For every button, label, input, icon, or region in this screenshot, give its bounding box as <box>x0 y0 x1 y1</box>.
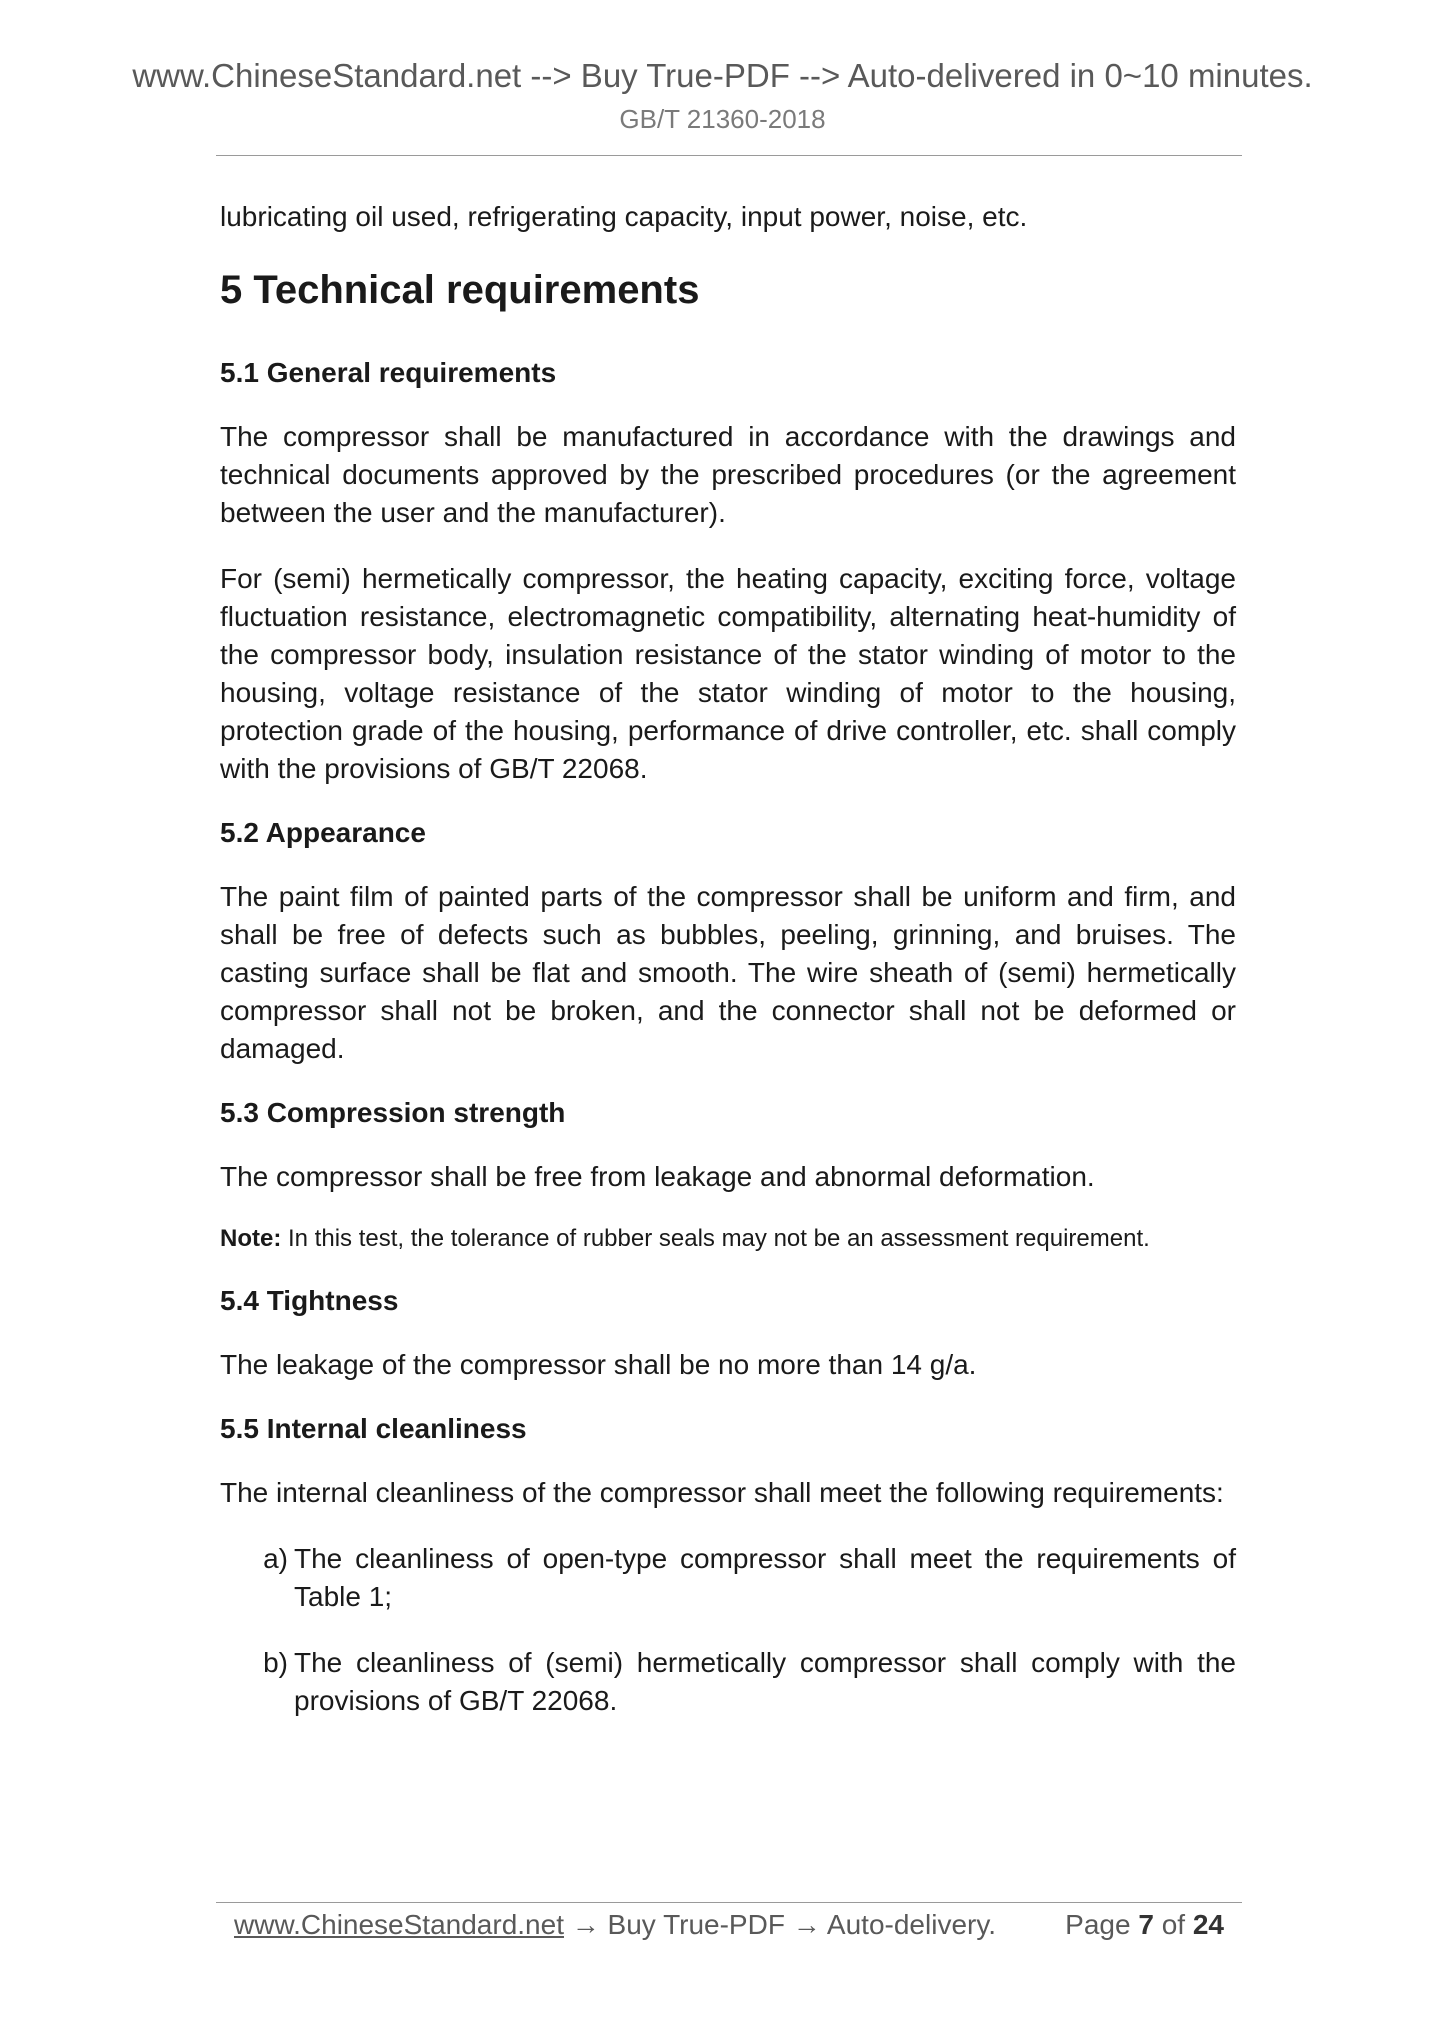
paragraph-5-1-a: The compressor shall be manufactured in accordance with the drawings and technical documents approved by the prescribed procedures (or the agreement between the user and the manufacturer). <box>220 421 1236 528</box>
list-marker: b) <box>263 1647 288 1678</box>
page-current: 7 <box>1138 1909 1154 1940</box>
paragraph-5-4: The leakage of the compressor shall be no more than 14 g/a. <box>220 1349 977 1380</box>
note-text: In this test, the tolerance of rubber seals may not be an assessment requirement. <box>281 1225 1150 1252</box>
list-item <box>252 1644 1236 1720</box>
list-marker: a) <box>263 1543 288 1574</box>
heading-5-2: 5.2 Appearance <box>220 817 426 848</box>
footer-divider <box>216 1902 1242 1903</box>
page-label: Page <box>1065 1909 1131 1940</box>
note <box>220 1224 1236 1254</box>
paragraph-5-3: The compressor shall be free from leakage and abnormal deformation. <box>220 1161 1095 1192</box>
requirements-list <box>252 1540 1236 1720</box>
paragraph-5-2: The paint film of painted parts of the compressor shall be uniform and firm, and shall be free of defects such as bubbles, peeling, grinning, and bruises. The casting surface shall be flat and smooth. The wire sheath of (semi) hermetically compressor shall not be broken, and the connector shall not be deformed or damaged. <box>220 881 1236 1064</box>
footer-tail: → Buy True-PDF → Auto-delivery. <box>563 1909 997 1940</box>
standard-code: GB/T 21360-2018 <box>619 104 826 134</box>
lead-paragraph: lubricating oil used, refrigerating capacity, input power, noise, etc. <box>220 201 1028 232</box>
paragraph-5-5: The internal cleanliness of the compressor shall meet the following requirements: <box>220 1477 1224 1508</box>
heading-5-3: 5.3 Compression strength <box>220 1097 566 1128</box>
section-title: 5 Technical requirements <box>220 268 700 312</box>
header-divider <box>216 155 1242 156</box>
footer <box>234 1906 1224 1944</box>
footer-link[interactable]: www.ChineseStandard.net <box>234 1909 564 1940</box>
heading-5-1: 5.1 General requirements <box>220 357 557 388</box>
heading-5-4: 5.4 Tightness <box>220 1285 399 1316</box>
list-item <box>252 1540 1236 1616</box>
heading-5-5: 5.5 Internal cleanliness <box>220 1413 527 1444</box>
page-indicator <box>1065 1906 1224 1944</box>
page-content <box>220 198 1236 1748</box>
paragraph-5-1-b: For (semi) hermetically compressor, the heating capacity, exciting force, voltage fluctuation resistance, electromagnetic compatibility, alternating heat-humidity of the compressor body, insulation resistance of the stator winding of motor to the housing, voltage resistance of the stator winding of motor to the housing, protection grade of the housing, performance of drive controller, etc. shall comply with the provisions of GB/T 22068. <box>220 563 1236 784</box>
header-banner: www.ChineseStandard.net --> Buy True-PDF --> Auto-delivered in 0~10 minutes. <box>132 57 1313 94</box>
list-item-text: The cleanliness of open-type compressor shall meet the requirements of Table 1; <box>294 1543 1236 1612</box>
page-total: 24 <box>1192 1909 1224 1940</box>
list-item-text: The cleanliness of (semi) hermetically compressor shall comply with the provisions of GB/T 22068. <box>294 1647 1236 1716</box>
note-label: Note: <box>220 1225 282 1252</box>
of-label: of <box>1161 1909 1186 1940</box>
